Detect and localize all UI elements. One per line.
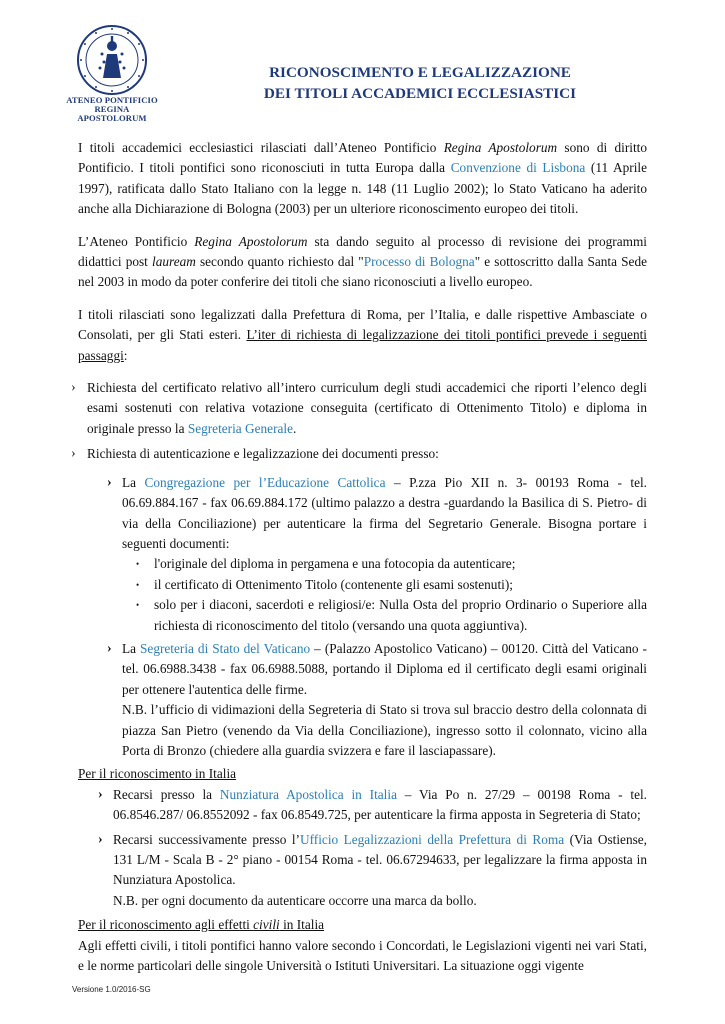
list-item: • il certificato di Ottenimento Titolo (contenente gli esami sostenuti);	[122, 575, 647, 595]
link-nunziatura[interactable]: Nunziatura Apostolica in Italia	[219, 786, 397, 802]
steps-list	[78, 378, 647, 761]
title-line-2: DEI TITOLI ACCADEMICI ECCLESIASTICI	[263, 85, 577, 102]
paragraph-civili: Agli effetti civili, i titoli pontifici hanno valore secondo i Concordati, le Legislazioni vigenti nei vari Stati, e le norme particolari delle singole Università o Istituti Universitari. La situazione oggi vigente	[78, 937, 647, 974]
note-text: N.B. l’ufficio di vidimazioni della Segreteria di Stato si trova sul braccio destro della colonnata di piazza San Pietro (venendo da Via della Conciliazione), ingresso sotto il colonnato, vicino alla Porta di Bronzo (chiedere alla guardia svizzera e fare il lasciapassare).	[122, 702, 647, 758]
text: La	[122, 474, 145, 490]
text: Per il riconoscimento agli effetti	[78, 917, 254, 933]
underlined-text: Per il riconoscimento in Italia	[78, 766, 237, 782]
text: sono di diritto Pontificio. I titoli pontifici sono riconosciuti in tutta Europa dalla	[78, 140, 647, 176]
text: – (Palazzo Apostolico Vaticano) – 00120. Città del Vaticano - tel. 06.6988.3438 - fax 06.6988.5088, portando il Diploma ed il certificato degli esami originali per ottenere l'autentica delle firme.	[122, 640, 647, 697]
section-heading-italia	[78, 764, 647, 784]
paragraph-3	[78, 305, 647, 366]
text: La	[122, 640, 141, 656]
text: I titoli rilasciati sono legalizzati dalla Prefettura di Roma, per l’Italia, e dalle rispettive Ambasciate o Consolati, per gli Stati esteri.	[78, 306, 647, 343]
documents-list	[122, 554, 647, 636]
seal-icon	[76, 24, 148, 96]
list-item	[78, 444, 647, 761]
text: sta dando seguito al processo di revisione dei programmi didattici post	[78, 233, 647, 270]
text: :	[123, 347, 128, 363]
underlined-text: L’iter di richiesta di legalizzazione dei titoli pontifici prevede i seguenti passaggi	[78, 327, 647, 363]
text: (11 Aprile 1997), ratificata dallo Stato Italiano con la legge n. 148 (11 Luglio 2002); lo Stato Vaticano ha aderito anche alla Dichiarazione di Bologna (2003) per un ulteriore riconoscimento europeo dei titoli.	[78, 160, 647, 217]
text: – P.zza Pio XII n. 3- 00193 Roma - tel. 06.69.884.167 - fax 06.69.884.172 (ultimo palazzo a destra -guardando la Basilica di S. Pietro- di via della Conciliazione) per autenticare la firma del Segretario Generale. Bisogna portare i seguenti documenti:	[122, 474, 647, 551]
text: Richiesta del certificato relativo all’intero curriculum degli studi accademici che riporti l’elenco degli esami sostenuti con relativa votazione conseguita (certificato di Ottenimento Titolo) e diploma in originale presso la	[87, 380, 647, 436]
link-convenzione-lisbona[interactable]: Convenzione di Lisbona	[450, 160, 586, 176]
section-heading-civili	[78, 915, 647, 935]
link-congregazione[interactable]: Congregazione per l’Educazione Cattolica	[144, 474, 386, 490]
italia-list	[78, 785, 647, 911]
paragraph-1	[78, 138, 647, 220]
text: (Via Ostiense, 131 L/M - Scala B - 2° piano - 00154 Roma - tel. 06.67294633, per legalizzare la firma apposta in Nunziatura Apostolica.	[113, 831, 648, 888]
text: Recarsi presso la	[113, 786, 220, 802]
link-processo-bologna[interactable]: Processo di Bologna	[363, 254, 475, 270]
link-segreteria-generale[interactable]: Segreteria Generale	[187, 420, 294, 436]
list-item	[87, 473, 647, 636]
underlined-heading	[78, 917, 324, 932]
text: – Via Po n. 27/29 – 00198 Roma - tel. 06.8546.287/ 06.8552092 - fax 06.8549.725, per autenticare la firma apposta in Segreteria di Stato;	[113, 786, 647, 823]
text: .	[293, 420, 297, 436]
text: secondo quanto richiesto dal "	[195, 254, 364, 270]
link-segreteria-stato[interactable]: Segreteria di Stato del Vaticano	[140, 640, 311, 656]
logo-line-1: ATENEO PONTIFICIO	[66, 95, 158, 105]
text: " e sottoscritto dalla Santa Sede nel 2003 in modo da poter conferire dei titoli che siano riconosciuti a livello europeo.	[78, 254, 648, 290]
text: Recarsi successivamente presso l’	[113, 831, 300, 847]
list-item	[78, 785, 647, 826]
sub-list	[87, 473, 647, 762]
list-item	[87, 639, 647, 761]
text: L’Ateneo Pontificio	[78, 233, 195, 249]
list-item	[78, 378, 647, 439]
paragraph-2	[78, 232, 647, 293]
title-line-1: RICONOSCIMENTO E LEGALIZZAZIONE	[269, 64, 571, 81]
version-footer: Versione 1.0/2016-SG	[72, 985, 151, 994]
page-title	[220, 62, 620, 104]
logo	[60, 24, 164, 123]
link-ufficio-legalizzazioni[interactable]: Ufficio Legalizzazioni della Prefettura di Roma	[300, 831, 565, 847]
logo-line-2: REGINA APOSTOLORUM	[77, 104, 147, 123]
list-item: • solo per i diaconi, sacerdoti e religiosi/e: Nulla Osta del proprio Ordinario o Superiore alla richiesta di riconoscimento del titolo (versando una quota aggiuntiva).	[122, 595, 647, 636]
text: I titoli accademici ecclesiastici rilasciati dall’Ateneo Pontificio	[78, 140, 444, 155]
note-text: N.B. per ogni documento da autenticare occorre una marca da bollo.	[113, 892, 477, 908]
text: Richiesta di autenticazione e legalizzazione dei documenti presso:	[87, 446, 439, 462]
italic-text: Regina Apostolorum	[194, 233, 308, 249]
italic-text: Regina Apostolorum	[443, 140, 558, 155]
list-item: • l'originale del diploma in pergamena e una fotocopia da autenticare;	[122, 554, 647, 574]
list-item	[78, 830, 647, 912]
italic-text: civili	[253, 917, 280, 933]
text: in Italia	[279, 917, 325, 933]
document-body	[78, 138, 647, 976]
italic-text: lauream	[152, 254, 196, 270]
